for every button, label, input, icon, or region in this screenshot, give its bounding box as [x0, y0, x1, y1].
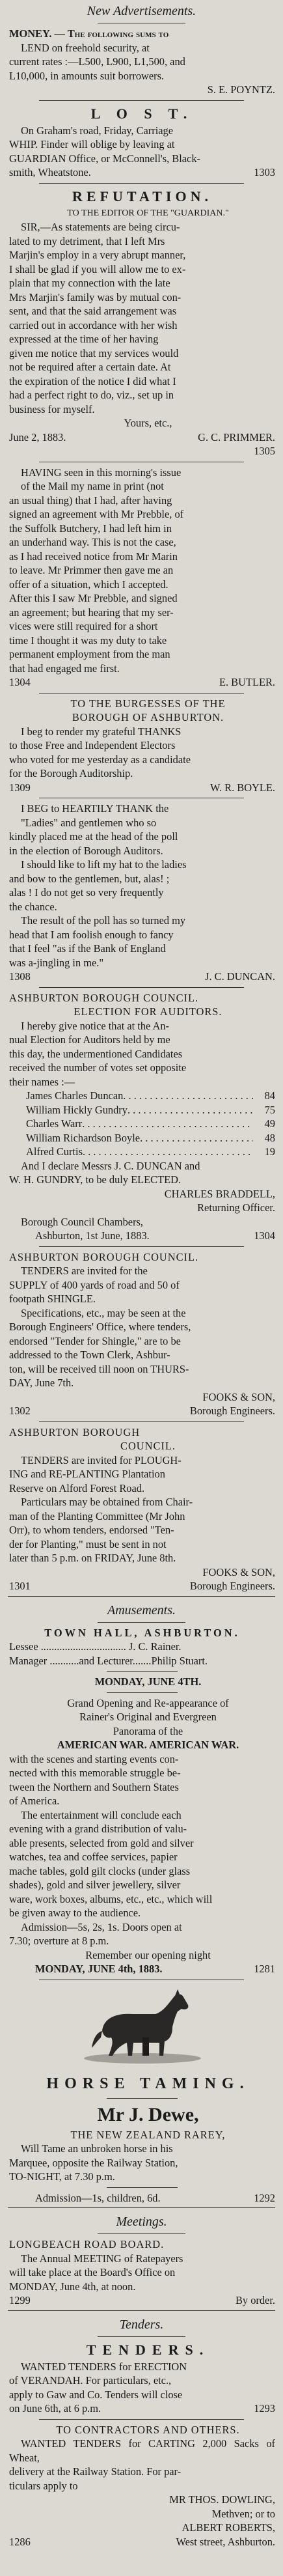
- ad-text: the Suffolk Butchery, I had left him in: [9, 522, 172, 535]
- ad-number: 1281: [254, 1963, 275, 1975]
- ad-text: I shall be glad if you will allow me to ex-: [9, 262, 186, 275]
- ad-text: Panorama of the: [113, 1724, 183, 1737]
- ad-text: "Ladies" and gentlemen who so: [21, 816, 157, 829]
- ad-number: 1286: [9, 2535, 31, 2548]
- ad-number: 1304: [9, 676, 31, 688]
- ad-text: I beg to render my grateful THANKS: [21, 725, 182, 738]
- ad-duncan: [0, 802, 283, 984]
- ad-title: TO THE BURGESSES OF THE: [70, 697, 226, 710]
- ad-text: SUPPLY of 400 yards of road and 50 of: [9, 1278, 180, 1291]
- ad-horse-taming: [0, 1985, 283, 2205]
- ad-signature: W. R. BOYLE.: [209, 781, 275, 794]
- ad-text: the chance.: [9, 900, 57, 913]
- ad-text: will take place at the Board's Office on: [9, 2266, 176, 2278]
- ad-refutation: [0, 187, 283, 458]
- divider: [107, 1671, 178, 1672]
- ad-title: TO CONTRACTORS AND OTHERS.: [56, 2423, 240, 2436]
- ad-text: WHIP. Finder will oblige by leaving at: [9, 138, 175, 150]
- divider: [107, 1692, 178, 1693]
- ad-text: lated to my detriment, that I left Mrs: [9, 234, 165, 247]
- ad-text: GUARDIAN Office, or McConnell's, Black-: [9, 152, 200, 165]
- ad-title: REFUTATION.: [72, 188, 212, 204]
- ad-text: given me notice that my services would: [9, 346, 179, 359]
- ad-text: who voted for me yesterday as a candidate: [9, 753, 191, 766]
- ad-text: W. H. GUNDRY, to be duly ELECTED.: [9, 1173, 182, 1186]
- ad-text: plain that my connection with the late: [9, 277, 170, 289]
- ad-text: MONDAY, June 4th, at noon.: [9, 2280, 136, 2293]
- result-row: William Richardson Boyle . . . 48: [26, 1131, 275, 1145]
- ad-text: Remember our opening night: [85, 1948, 211, 1961]
- ad-text: not be required after a certain date. At: [9, 361, 171, 373]
- ad-title: ASHBURTON BOROUGH: [9, 1425, 141, 1438]
- divider: [8, 2310, 275, 2311]
- divider: [107, 2187, 178, 2188]
- ad-title: TENDERS.: [86, 2341, 210, 2358]
- ad-title: COUNCIL.: [120, 1440, 176, 1452]
- ad-number: 1292: [254, 2191, 275, 2204]
- ad-subtitle: ELECTION FOR AUDITORS.: [74, 1005, 222, 1018]
- ad-text: 7.30; overture at 8 p.m.: [9, 1935, 109, 1947]
- horse-engraving-icon: [77, 1985, 208, 2070]
- ad-text: alas ! I do not get so very frequently: [9, 886, 164, 899]
- ad-text: delivery at the Railway Station. For par-: [9, 2465, 182, 2478]
- ad-election: [0, 991, 283, 1243]
- ad-text: carried out in accordance with her wish: [9, 318, 178, 331]
- ad-text: West street, Ashburton.: [176, 2535, 275, 2548]
- ad-text: man of the Planting Committee (Mr John: [9, 1509, 185, 1522]
- ad-text: TENDERS are invited for the: [21, 1265, 148, 1277]
- ad-text: shades), gold and silver jewellery, silver: [9, 1879, 181, 1891]
- ad-text: And I declare Messrs J. C. DUNCAN and: [21, 1159, 200, 1172]
- ad-signature: By order.: [235, 2294, 275, 2306]
- ad-text: that I feel "as if the Bank of England: [9, 942, 166, 955]
- ad-text: current rates :—L500, L900, L1,500, and: [9, 55, 185, 68]
- ad-text: tween the Northern and Southern States: [9, 1780, 179, 1793]
- ad-signature: Borough Engineers.: [189, 1580, 275, 1592]
- ad-text: on June 6th, at 6 p.m.: [9, 2402, 101, 2415]
- ad-signature: Returning Officer.: [197, 1201, 275, 1214]
- ad-text: nected with this memorable struggle be-: [9, 1767, 181, 1779]
- ad-text: The entertainment will conclude each: [21, 1808, 182, 1821]
- ad-text: Mrs Marjin's family was by mutual con-: [9, 290, 182, 303]
- ad-text: expressed at the time of her having: [9, 333, 159, 345]
- ad-text: LEND on freehold security, at: [21, 41, 150, 54]
- ad-text: sent, and that the said arrangement was: [9, 305, 177, 317]
- divider: [39, 183, 244, 184]
- ad-text: Methven; or to: [211, 2507, 275, 2520]
- ad-signature: E. BUTLER.: [219, 676, 275, 688]
- ad-text: ticulars apply to: [9, 2479, 78, 2492]
- ad-text: addressed to the Town Clerk, Ashbur-: [9, 1349, 170, 1361]
- divider: [39, 2419, 244, 2420]
- ad-text: an agreement; but hearing that my ser-: [9, 606, 174, 619]
- ad-text: Rainer's Original and Evergreen: [79, 1711, 217, 1723]
- ad-text: Specifications, etc., may be seen at the: [21, 1306, 186, 1319]
- divider: [39, 1246, 244, 1247]
- section-heading-meetings: Meetings.: [116, 2215, 167, 2229]
- ad-text: The Annual MEETING of Ratepayers: [21, 2252, 183, 2265]
- ad-text: TO-NIGHT, at 7.30 p.m.: [9, 2170, 115, 2183]
- divider: [98, 2233, 185, 2234]
- ad-town-hall: [0, 1626, 283, 1976]
- ad-text: received the number of votes set opposite: [9, 1061, 187, 1074]
- ad-text: evening with a grand distribution of valu-: [9, 1823, 187, 1835]
- ad-title: L O S T.: [90, 105, 194, 122]
- ad-title: LONGBEACH ROAD BOARD.: [9, 2238, 165, 2250]
- ad-text: Will Tame an unbroken horse in his: [21, 2142, 173, 2155]
- section-heading-tenders: Tenders.: [119, 2317, 164, 2332]
- ad-text: endorsed "Tender for Shingle," are to be: [9, 1334, 181, 1347]
- ad-text: The result of the poll has so turned my: [21, 914, 186, 927]
- divider: [39, 1421, 244, 1422]
- ad-money: [0, 27, 283, 97]
- ad-text: an underhand way. This is not the case,: [9, 536, 176, 548]
- ad-date: Ashburton, 1st June, 1883.: [35, 1229, 150, 1242]
- ad-text: of America.: [9, 1795, 60, 1807]
- ad-text: footpath SHINGLE.: [9, 1293, 96, 1305]
- ad-signature: J. C. DUNCAN.: [205, 970, 275, 983]
- ad-text: WANTED TENDERS for ERECTION: [21, 2360, 187, 2373]
- ad-text: vices were still required for a short: [9, 620, 158, 632]
- ad-text: watches, tea and coffee services, papier: [9, 1851, 178, 1863]
- divider: [39, 100, 244, 101]
- results-list: [9, 1089, 275, 1159]
- ad-text: Lessee ................................ J. C. Rainer.: [9, 1640, 182, 1653]
- ad-text: I hereby give notice that at the An-: [21, 1019, 170, 1032]
- ad-subtitle: TO THE EDITOR OF THE "GUARDIAN.": [67, 208, 229, 218]
- result-row: William Hickly Gundry . . . 75: [26, 1103, 275, 1117]
- ad-text: permanent employment from the man: [9, 648, 170, 660]
- ad-tenders-erection: [0, 2340, 283, 2416]
- section-heading-new-advertisements: New Advertisements.: [87, 4, 196, 18]
- ad-signature: G. C. PRIMMER.: [198, 430, 275, 443]
- ad-text: had a perfect right to do, viz., set up in: [9, 389, 174, 401]
- ad-text: WANTED TENDERS for CARTING 2,000 Sacks of Wheat,: [9, 2437, 275, 2464]
- ad-text: nual Election for Auditors held by me: [9, 1033, 170, 1046]
- result-row: Charles Warr . . . 49: [26, 1117, 275, 1131]
- ad-title: HORSE TAMING.: [46, 2075, 250, 2092]
- ad-text: ton, will be received till noon on THURS-: [9, 1362, 189, 1375]
- divider: [107, 2098, 178, 2099]
- ad-signature: Borough Engineers.: [189, 1405, 275, 1417]
- ad-text: with the scenes and starting events con-: [9, 1752, 179, 1765]
- divider: [98, 2336, 185, 2337]
- ad-signature: ALBERT ROBERTS,: [182, 2521, 275, 2534]
- ad-text: der for Planting," must be sent in not: [9, 1537, 167, 1550]
- ad-text: I should like to lift my hat to the ladies: [21, 858, 187, 871]
- ad-number: 1299: [9, 2294, 31, 2306]
- ad-title: TOWN HALL, ASHBURTON.: [44, 1626, 240, 1639]
- ad-number: 1305: [254, 445, 275, 457]
- ad-text: later than 5 p.m. on FRIDAY, June 8th.: [9, 1552, 176, 1564]
- ad-text: an usual thing) that I had, after having: [9, 494, 172, 507]
- ad-text: apply to Gaw and Co. Tenders will close: [9, 2388, 183, 2401]
- ad-text: of the Mail my name in print (not: [21, 480, 164, 492]
- ad-text: of VERANDAH. For particulars, etc.,: [9, 2374, 172, 2387]
- ad-subtitle: THE NEW ZEALAND RAREY,: [70, 2128, 226, 2141]
- ad-text: ware, work boxes, albums, etc., etc., which will: [9, 1892, 213, 1905]
- ad-text: Orr), to whom tenders, endorsed "Ten-: [9, 1524, 174, 1536]
- divider: [8, 2207, 275, 2208]
- ad-number: 1293: [254, 2402, 275, 2415]
- ad-burgesses: [0, 697, 283, 795]
- ad-text: head that I am foolish enough to fancy: [9, 928, 174, 941]
- ad-text: in the election of Borough Auditors.: [9, 844, 163, 857]
- ad-text: Marjin's employ in a very abrupt manner,: [9, 249, 186, 261]
- ad-text: I BEG to HEARTILY THANK the: [21, 802, 169, 815]
- ad-signature: FOOKS & SON,: [202, 1565, 275, 1578]
- ad-text: be given away to the audience.: [9, 1907, 141, 1919]
- ad-title: ASHBURTON BOROUGH COUNCIL.: [9, 991, 199, 1004]
- ad-signature: S. E. POYNTZ.: [207, 83, 275, 96]
- ad-date: June 2, 1883.: [9, 430, 66, 443]
- ad-text: business for myself.: [9, 402, 95, 415]
- ad-text: Grand Opening and Re-appearance of: [67, 1696, 229, 1709]
- ad-longbeach: [0, 2237, 283, 2308]
- ad-tenders-plough: [0, 1425, 283, 1593]
- ad-number: 1302: [9, 1405, 31, 1417]
- ad-text: smith, Wheatstone.: [9, 166, 91, 178]
- ad-text: kindly placed me at the head of the poll: [9, 830, 178, 843]
- divider: [98, 1622, 185, 1623]
- result-row: James Charles Duncan . . . 84: [26, 1089, 275, 1103]
- ad-text: was a-jingling in me.": [9, 956, 104, 969]
- ad-title: BOROUGH OF ASHBURTON.: [72, 711, 224, 723]
- ad-text: On Graham's road, Friday, Carriage: [21, 124, 174, 137]
- section-heading-amusements: Amusements.: [107, 1603, 176, 1617]
- ad-text: time I thought it was my duty to take: [9, 634, 167, 647]
- divider: [39, 987, 244, 988]
- ad-signature: MR THOS. DOWLING,: [169, 2493, 275, 2506]
- ad-signature: FOOKS & SON,: [202, 1390, 275, 1403]
- result-row: Alfred Curtis . . . 19: [26, 1145, 275, 1159]
- ad-text: as I had received notice from Mr Marin: [9, 550, 178, 563]
- ad-text: HAVING seen in this morning's issue: [21, 466, 182, 479]
- ad-text: AMERICAN WAR. AMERICAN WAR.: [57, 1739, 239, 1751]
- ad-text: Admission—5s, 2s, 1s. Doors open at: [21, 1920, 182, 1933]
- ad-text: L10,000, in amounts suit borrowers.: [9, 69, 165, 82]
- ad-text: mache tables, gold gilt clocks (under glass: [9, 1864, 191, 1877]
- ad-text: able presents, selected from gold and silver: [9, 1836, 194, 1849]
- ad-text: to those Free and Independent Electors: [9, 739, 176, 751]
- ad-tenders-carting: [0, 2423, 283, 2549]
- ad-butler: [0, 466, 283, 690]
- ad-text: Borough Council Chambers,: [21, 1215, 144, 1228]
- ad-signature: CHARLES BRADDELL,: [164, 1187, 275, 1200]
- ad-text: to leave. Mr Primmer then gave me an: [9, 564, 174, 576]
- ad-text: ING and RE-PLANTING Plantation: [9, 1468, 165, 1480]
- ad-lost: [0, 104, 283, 180]
- ad-date: MONDAY, JUNE 4TH.: [94, 1675, 202, 1688]
- divider: [8, 1596, 275, 1597]
- ad-title: ASHBURTON BOROUGH COUNCIL.: [9, 1250, 199, 1263]
- ad-text: the expiration of the notice I did what I: [9, 374, 176, 387]
- ad-text: SIR,—As statements are being circu-: [21, 221, 180, 233]
- ad-text: Admission—1s, children, 6d.: [35, 2191, 161, 2204]
- ad-text: Reserve on Alford Forest Road.: [9, 1481, 145, 1494]
- ad-date: MONDAY, JUNE 4th, 1883.: [35, 1963, 163, 1975]
- ad-text: MONEY. — The following sums to: [9, 27, 169, 40]
- ad-number: 1303: [254, 166, 275, 178]
- ad-text: TENDERS are invited for PLOUGH-: [21, 1453, 182, 1466]
- ad-text: for the Borough Auditorship.: [9, 767, 133, 779]
- ad-tenders-road: [0, 1250, 283, 1418]
- ad-text: Manager ...........and Lecturer.......Philip Stuart.: [9, 1654, 208, 1667]
- ad-text: their names :—: [9, 1075, 75, 1088]
- ad-text: that had engaged me first.: [9, 662, 120, 675]
- ad-text: Borough Engineers' Office, where tenders,: [9, 1321, 191, 1333]
- ad-number: 1309: [9, 781, 31, 794]
- ad-text: offer of a situation, which I accepted.: [9, 578, 168, 591]
- ad-text: After this I saw Mr Prebble, and signed: [9, 592, 178, 604]
- ad-text: and bow to the gentlemen, but, alas! ;: [9, 872, 170, 885]
- ad-text: Marquee, opposite the Railway Station,: [9, 2156, 178, 2169]
- ad-text: this day, the undermentioned Candidates: [9, 1047, 183, 1060]
- ad-text: DAY, June 7th.: [9, 1377, 74, 1389]
- ad-number: 1304: [254, 1229, 275, 1242]
- ad-text: signed an agreement with Mr Prebble, of: [9, 508, 184, 520]
- ad-number: 1308: [9, 970, 31, 983]
- ad-text: Yours, etc.,: [124, 417, 172, 429]
- ad-title: Mr J. Dewe,: [97, 2103, 199, 2125]
- ad-number: 1301: [9, 1580, 31, 1592]
- ad-text: Particulars may be obtained from Chair-: [21, 1496, 193, 1508]
